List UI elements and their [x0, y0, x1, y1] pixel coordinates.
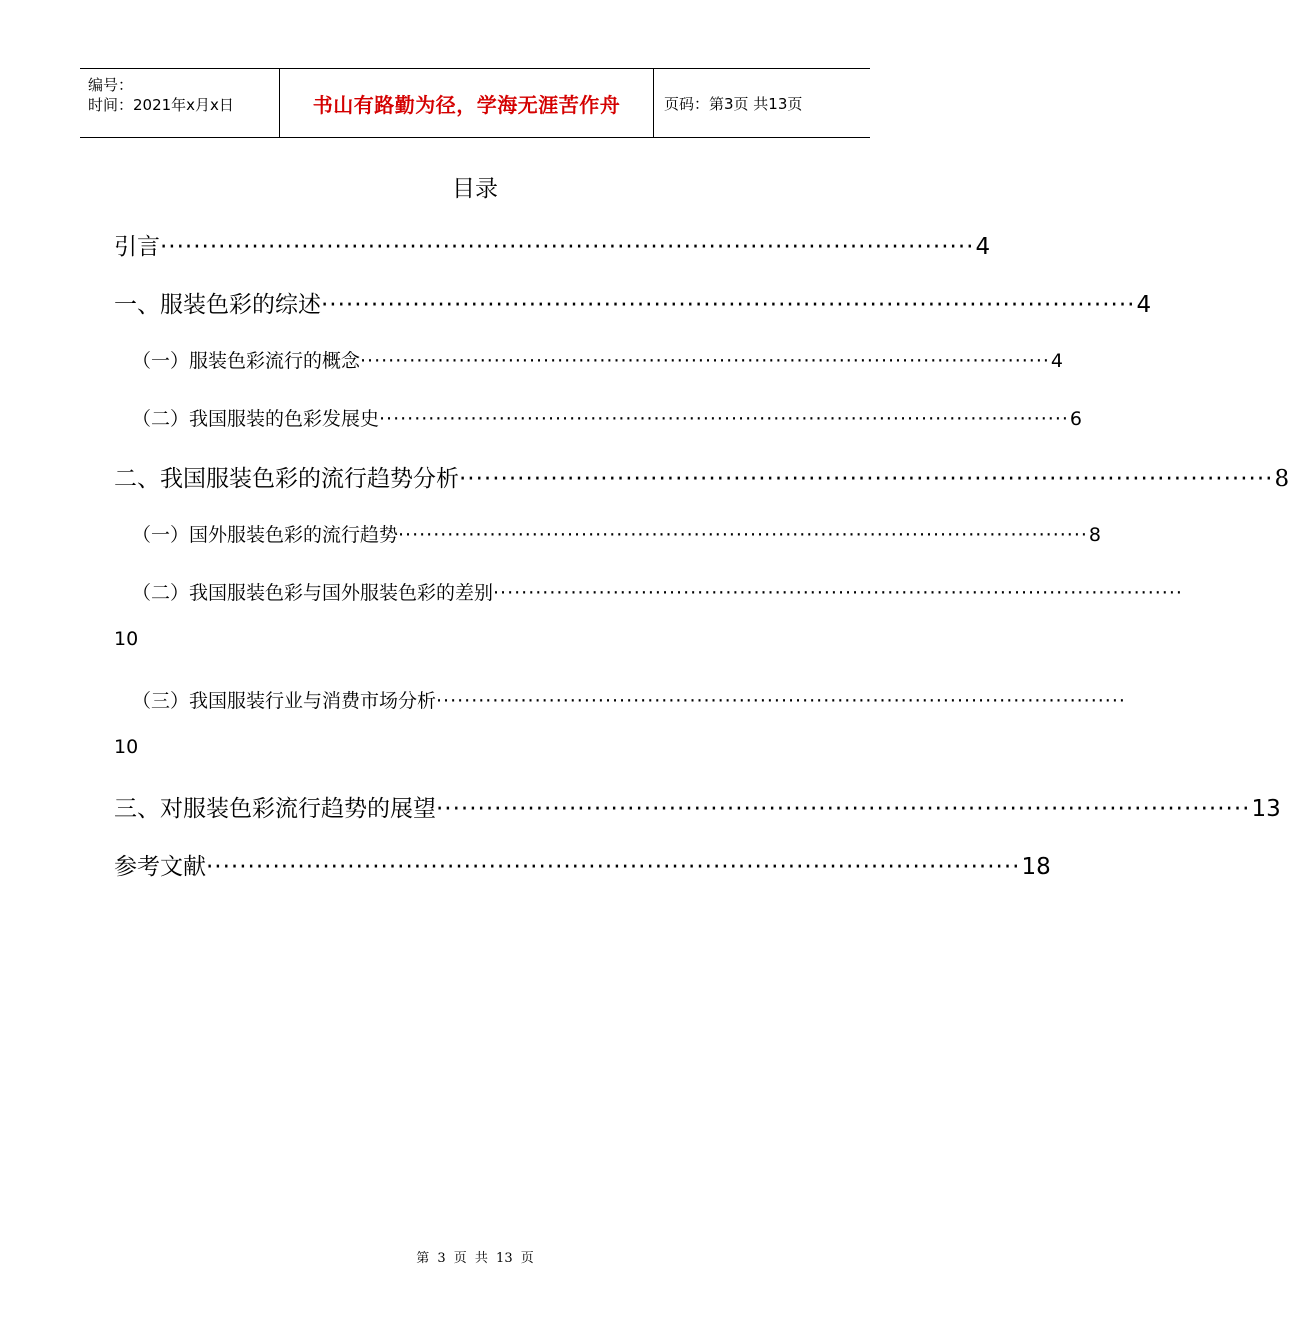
toc-entry[interactable] [114, 286, 1152, 319]
toc-entry[interactable] [132, 520, 1101, 547]
page-footer: 第 3 页 共 13 页 [416, 1251, 534, 1266]
toc-entry-text: 引言 [114, 234, 160, 260]
toc-entry[interactable] [132, 346, 1063, 373]
toc-entry-page: 4 [1050, 350, 1063, 372]
toc-entry-text: （一）服装色彩流行的概念 [132, 350, 361, 372]
toc-entry-page: 8 [1274, 466, 1289, 492]
leader-dots: ·································································································· [160, 234, 975, 260]
toc-entry[interactable] [114, 228, 991, 261]
leader-dots: ·································································································· [436, 690, 1126, 712]
toc-entry[interactable] [132, 404, 1082, 431]
toc-entry-page: 10 [114, 628, 139, 650]
page-info: 页码：第3页 共13页 [664, 94, 803, 113]
leader-dots: ·································································································· [379, 408, 1069, 430]
toc-entry-text: 一、服装色彩的综述 [114, 292, 321, 318]
toc-entry-page: 4 [975, 234, 991, 260]
toc-entry-page: 13 [1251, 796, 1281, 822]
toc-entry-text: 参考文献 [114, 854, 206, 880]
toc-entry-text: （一）国外服装色彩的流行趋势 [132, 524, 399, 546]
toc-entry-text: （二）我国服装的色彩发展史 [132, 408, 380, 430]
leader-dots: ·································································································· [321, 292, 1136, 318]
toc-entry[interactable] [132, 578, 1183, 605]
leader-dots: ·································································································· [459, 466, 1274, 492]
page-header [80, 68, 870, 138]
toc-entry-text: 三、对服装色彩流行趋势的展望 [114, 796, 436, 822]
toc-entry-page: 10 [114, 736, 139, 758]
toc-title: 目录 [452, 176, 498, 202]
toc-entry-page: 8 [1088, 524, 1101, 546]
leader-dots: ·································································································· [398, 524, 1088, 546]
leader-dots: ·································································································· [493, 582, 1183, 604]
toc-entry[interactable] [114, 790, 1281, 823]
toc-entry-text: 二、我国服装色彩的流行趋势分析 [114, 466, 459, 492]
motto: 书山有路勤为径，学海无涯苦作舟 [280, 69, 654, 137]
code-label: 编号： [88, 76, 134, 94]
toc-entry-text: （二）我国服装色彩与国外服装色彩的差别 [132, 582, 494, 604]
toc-entry-page: 18 [1021, 854, 1051, 880]
toc-entry-page: 4 [1136, 292, 1152, 318]
toc-entry[interactable] [114, 848, 1051, 881]
toc-entry[interactable] [114, 460, 1289, 493]
leader-dots: ·································································································· [436, 796, 1251, 822]
toc-entry[interactable] [132, 686, 1126, 713]
toc-entry-page: 6 [1069, 408, 1082, 430]
toc-entry-text: （三）我国服装行业与消费市场分析 [132, 690, 437, 712]
time-label: 时间：2021年x月x日 [88, 96, 234, 114]
header-left-cell [80, 69, 280, 137]
leader-dots: ·································································································· [360, 350, 1050, 372]
leader-dots: ·································································································· [206, 854, 1021, 880]
